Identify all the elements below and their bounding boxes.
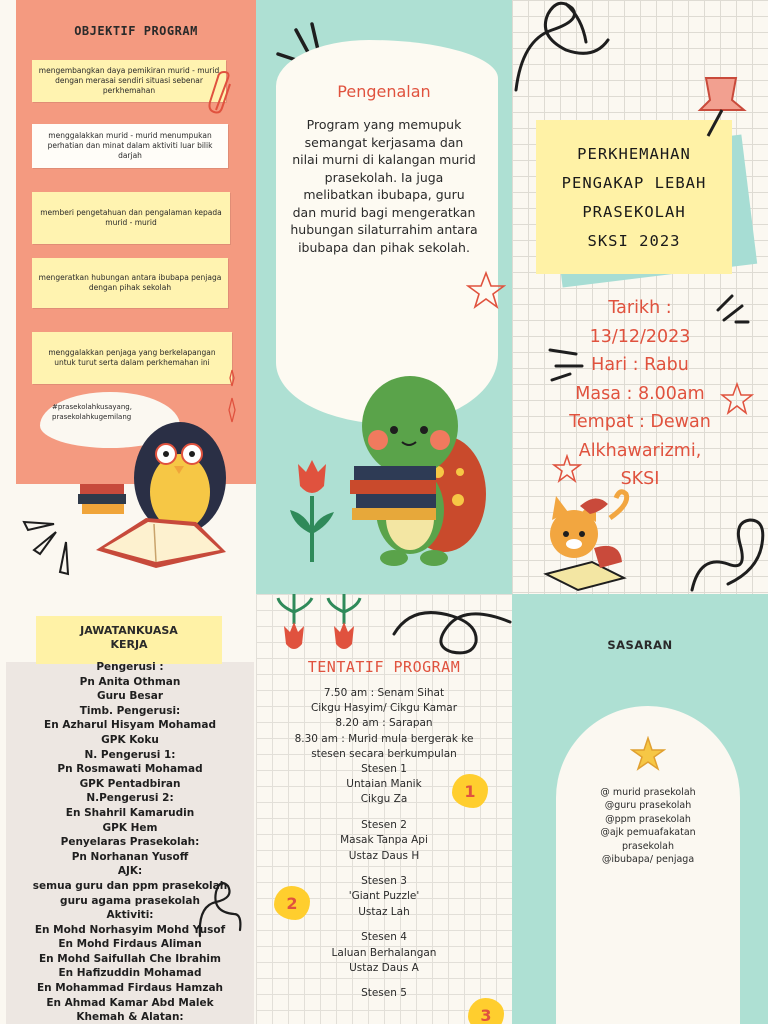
star-doodle-icon bbox=[720, 382, 754, 416]
squiggle-doodle-icon bbox=[512, 0, 622, 100]
squiggle-doodle-icon bbox=[194, 882, 244, 942]
jawatankuasa-panel bbox=[0, 594, 256, 1024]
objektif-heading: OBJEKTIF PROGRAM bbox=[74, 24, 198, 38]
jawatankuasa-line: Pn Norhanan Yusoff bbox=[71, 850, 189, 863]
tentatif-line: Stesen 3 bbox=[361, 875, 407, 888]
tulip-icon bbox=[274, 594, 364, 658]
sasaran-item: @guru prasekolah bbox=[604, 800, 692, 812]
burst-lines-icon bbox=[20, 510, 80, 578]
objektif-note-4: mengeratkan hubungan antara ibubapa penjaga dengan pihak sekolah bbox=[32, 258, 228, 308]
jawatankuasa-line: En Ahmad Kamar Abd Malek bbox=[46, 996, 214, 1009]
jawatankuasa-line: En Mohd Saifullah Che Ibrahim bbox=[39, 952, 221, 965]
sasaran-panel bbox=[512, 594, 768, 1024]
turtle-with-books-illustration bbox=[348, 360, 498, 570]
objektif-note-3: memberi pengetahuan dan pengalaman kepada murid - murid bbox=[32, 192, 230, 244]
tentatif-line: Stesen 5 bbox=[361, 987, 407, 1000]
objektif-note-2: menggalakkan murid - murid menumpukan perhatian dan minat dalam aktiviti luar bilik darjah bbox=[32, 124, 228, 168]
jawatankuasa-line: En Mohd Firdaus Aliman bbox=[58, 938, 202, 951]
station-badge-2: 2 bbox=[274, 886, 310, 920]
cover-title: PERKHEMAHAN PENGAKAP LEBAH PRASEKOLAH SKSI 2023 bbox=[561, 145, 707, 250]
tentatif-line: 'Giant Puzzle' bbox=[348, 890, 420, 903]
jawatankuasa-line: Pn Rosmawati Mohamad bbox=[57, 763, 203, 776]
hashtag-bubble: #prasekolahkusayang, prasekolahkugemilang bbox=[40, 392, 180, 448]
objektif-note-5: menggalakkan penjaga yang berkelapangan untuk turut serta dalam perkhemahan ini bbox=[32, 332, 232, 384]
star-doodle-icon bbox=[552, 454, 582, 484]
sasaran-item: @ibubapa/ penjaga bbox=[601, 854, 695, 866]
sasaran-item: prasekolah bbox=[621, 840, 674, 852]
tentatif-line bbox=[272, 808, 496, 819]
tentatif-title: TENTATIF PROGRAM bbox=[307, 658, 461, 676]
sasaran-list bbox=[556, 786, 740, 866]
jawatankuasa-line: Pengerusi : bbox=[96, 661, 164, 673]
tulip-icon bbox=[288, 456, 336, 566]
squiggle-doodle-icon bbox=[688, 514, 768, 594]
penguin-reading-illustration bbox=[76, 412, 236, 572]
sasaran-item: @ murid prasekolah bbox=[600, 787, 696, 798]
station-badge-1: 1 bbox=[452, 774, 488, 808]
tentatif-line: Stesen 1 bbox=[361, 763, 407, 776]
tentatif-line: Untaian Manik bbox=[346, 778, 422, 791]
sasaran-heading: SASARAN bbox=[607, 638, 673, 652]
tentatif-line bbox=[272, 920, 496, 931]
sasaran-item: @ajk pemuafakatan bbox=[600, 827, 696, 839]
tentatif-line: Cikgu Za bbox=[360, 793, 408, 806]
jawatankuasa-line: GPK Pentadbiran bbox=[79, 777, 181, 790]
jawatankuasa-line: Khemah & Alatan: bbox=[76, 1011, 184, 1024]
jawatankuasa-line: Guru Besar bbox=[96, 690, 164, 703]
jawatankuasa-line: En Mohammad Firdaus Hamzah bbox=[36, 982, 224, 995]
jawatankuasa-line: Penyelaras Prasekolah: bbox=[60, 836, 200, 849]
jawatankuasa-line: guru agama prasekolah bbox=[60, 894, 200, 907]
pengenalan-panel bbox=[256, 0, 512, 594]
event-details: Tarikh : 13/12/2023 Hari : Rabu Masa : 8.00am Tempat : Dewan Alkhawarizmi, SKSI bbox=[569, 298, 711, 489]
jawatankuasa-heading: JAWATANKUASA KERJA bbox=[36, 616, 222, 664]
star-doodle-icon bbox=[630, 736, 666, 772]
station-badge-3: 3 bbox=[468, 998, 504, 1024]
objektif-note-1: mengembangkan daya pemikiran murid - murid dengan merasai sendiri situasi sebenar perkhemahan bbox=[32, 60, 226, 102]
jawatankuasa-line: En Mohd Norhasyim Mohd Yusof bbox=[34, 923, 226, 936]
jawatankuasa-line: En Shahril Kamarudin bbox=[65, 806, 195, 819]
jawatankuasa-line: N.Pengerusi 2: bbox=[86, 792, 174, 805]
tentatif-line: Laluan Berhalangan bbox=[331, 946, 437, 959]
push-pin-icon bbox=[688, 64, 752, 140]
sasaran-item: @ppm prasekolah bbox=[605, 813, 691, 825]
paperclip-icon bbox=[206, 70, 236, 118]
tentatif-line: 8.30 am : Murid mula bergerak ke bbox=[294, 732, 474, 745]
tentatif-line: Stesen 2 bbox=[361, 819, 407, 832]
pengenalan-body: Program yang memupuk semangat kerjasama dan nilai murni di kalangan murid prasekolah. Ia juga melibatkan ibubapa, guru dan murid bagi mengeratkan hubungan silaturrahim antara ibubapa dan pihak sekolah. bbox=[290, 117, 478, 255]
jawatankuasa-line: En Hafizuddin Mohamad bbox=[58, 967, 202, 980]
jawatankuasa-line: Pn Anita Othman bbox=[79, 675, 181, 688]
tentatif-line: Ustaz Daus H bbox=[348, 849, 420, 862]
fox-reading-illustration bbox=[538, 488, 638, 592]
jawatankuasa-line: GPK Koku bbox=[101, 733, 159, 746]
star-doodle-icon bbox=[466, 270, 506, 310]
jawatankuasa-line: Aktiviti: bbox=[106, 909, 154, 922]
jawatankuasa-line: GPK Hem bbox=[102, 821, 158, 834]
jawatankuasa-line: N. Pengerusi 1: bbox=[84, 748, 176, 761]
tentatif-line bbox=[272, 976, 496, 987]
tentatif-line: 8.20 am : Sarapan bbox=[335, 717, 433, 730]
tentatif-line: stesen secara berkumpulan bbox=[311, 747, 457, 760]
jawatankuasa-line: AJK: bbox=[117, 865, 143, 878]
jawatankuasa-line: En Azharul Hisyam Mohamad bbox=[44, 719, 216, 732]
tentatif-line: Masak Tanpa Api bbox=[340, 834, 428, 847]
tentatif-line: 7.50 am : Senam Sihat bbox=[323, 687, 445, 699]
pengenalan-title: Pengenalan bbox=[337, 82, 431, 101]
tentatif-line: Ustaz Lah bbox=[358, 905, 410, 918]
jawatankuasa-list bbox=[6, 660, 254, 1024]
jawatankuasa-line: semua guru dan ppm prasekolah bbox=[32, 879, 228, 892]
tentatif-line: Cikgu Hasyim/ Cikgu Kamar bbox=[310, 702, 458, 715]
tentatif-line bbox=[272, 864, 496, 875]
squiggle-doodle-icon bbox=[392, 594, 512, 660]
tentatif-line: Stesen 4 bbox=[361, 931, 407, 944]
objektif-panel bbox=[0, 0, 256, 594]
cover-panel bbox=[512, 0, 768, 594]
jawatankuasa-line: Timb. Pengerusi: bbox=[79, 704, 181, 717]
tentatif-panel bbox=[256, 594, 512, 1024]
tentatif-list bbox=[272, 686, 496, 1002]
tentatif-line: Ustaz Daus A bbox=[349, 961, 419, 974]
